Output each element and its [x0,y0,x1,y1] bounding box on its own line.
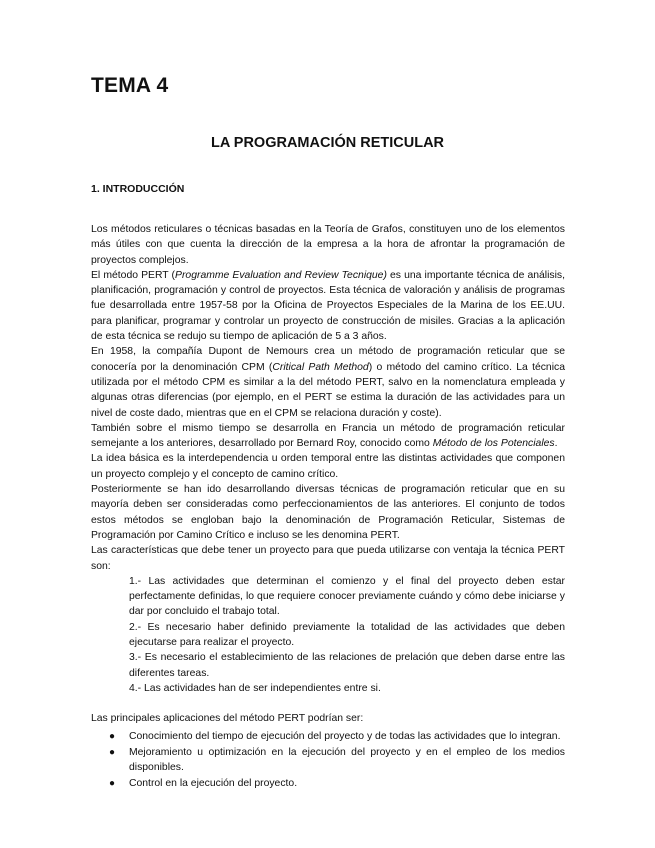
paragraph-pert-text-b: es una importante técnica de análisis, planificación, programación y control de proyectos. Esta técnica de valoración y análisis de programas fue desarrollada entre 1957-58 por la Oficina de Proyectos Especiales de la Marina de los EE.UU. para planificar, programar y controlar un proyecto de construcción de misiles. Gracias a la aplicación de esta técnica se redujo su tiempo de aplicación de 5 a 3 años. [91,269,565,343]
list-item: 1.- Las actividades que determinan el comienzo y el final del proyecto deben estar perfectamente definidas, lo que requiere conocer previamente cuándo y cómo debe iniciarse y dar por concluido el trabajo total. [129,575,565,618]
list-item: 2.- Es necesario haber definido previamente la totalidad de las actividades que deben ejecutarse para realizar el proyecto. [129,621,565,649]
paragraph-potenciales-text-a: También sobre el mismo tiempo se desarrolla en Francia un método de programación reticular semejante a los anteriores, desarrollado por Bernard Roy, conocido como [91,422,565,450]
list-item: 4.- Las actividades han de ser independientes entre si. [129,682,381,694]
document-body [91,222,565,793]
bullet-icon: ● [109,730,116,742]
paragraph-pert-text-a: El método PERT ( [91,269,176,281]
list-item-text: Mejoramiento u optimización en la ejecución del proyecto y en el empleo de los medios disponibles. [129,746,565,774]
paragraph-cpm-emphasis: Critical Path Method [272,361,369,373]
paragraph-potenciales [91,421,565,452]
tema-heading: TEMA 4 [91,74,169,97]
chapter-title: LA PROGRAMACIÓN RETICULAR [210,135,445,151]
spacer [91,696,565,711]
paragraph-pert [91,268,565,344]
paragraph-aplicaciones: Las principales aplicaciones del método PERT podrían ser: [91,713,364,725]
paragraph-cpm-text-b: ) o método del camino crítico. La técnica utilizada por el método CPM es similar a la del método PERT, salvo en la nomenclatura empleada y algunas otras diferencias (por ejemplo, en el PERT se estima la duración de las actividades para un nivel de coste dado, mientras que en el CPM se relaciona duración y coste). [91,361,565,419]
bullet-icon: ● [109,746,116,758]
bullet-icon: ● [109,778,116,790]
paragraph-posteriormente: Posteriormente se han ido desarrollando diversas técnicas de programación reticular que en su mayoría deben ser consideradas como perfeccionamientos de las anteriores. El conjunto de todos estos métodos se engloban bajo la denominación de Programación Reticular, Sistemas de Programación por Camino Crítico e incluso se les denomina PERT. [91,484,565,541]
paragraph-potenciales-emphasis: Método de los Potenciales [432,438,555,450]
list-item [91,745,565,776]
paragraph-caracteristicas: Las características que debe tener un proyecto para que pueda utilizarse con ventaja la técnica PERT son: [91,545,565,572]
paragraph-intro: Los métodos reticulares o técnicas basadas en la Teoría de Grafos, constituyen uno de los elementos más útiles con que cuenta la dirección de la empresa a la hora de afrontar la programación de proyectos complejos. [91,224,565,266]
paragraph-idea: La idea básica es la interdependencia u orden temporal entre las distintas actividades que componen un proyecto complejo y el concepto de camino crítico. [91,453,565,480]
paragraph-potenciales-text-b: . [554,438,558,450]
list-item [91,729,565,744]
list-item [91,776,565,791]
paragraph-cpm [91,344,565,420]
characteristics-list [129,574,565,696]
list-item-text: Conocimiento del tiempo de ejecución del proyecto y de todas las actividades que lo integran. [129,730,561,742]
section-title: 1. INTRODUCCIÓN [91,183,185,195]
paragraph-cpm-text-a: En 1958, la compañía Dupont de Nemours crea un método de programación reticular que se conocería por la denominación CPM ( [91,346,565,373]
list-item: 3.- Es necesario el establecimiento de las relaciones de prelación que deben darse entre las diferentes tareas. [129,652,565,679]
applications-list [91,729,565,792]
list-item-text: Control en la ejecución del proyecto. [129,778,298,790]
paragraph-pert-emphasis: Programme Evaluation and Review Tecnique) [175,269,387,281]
